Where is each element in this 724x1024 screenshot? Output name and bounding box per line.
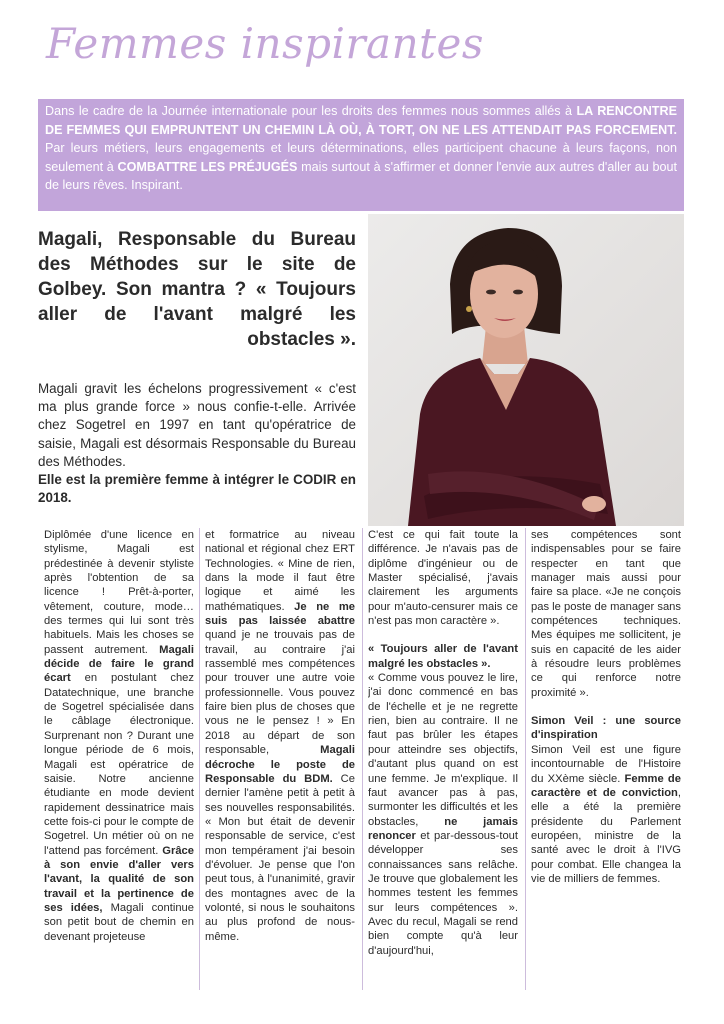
column-divider (362, 528, 363, 990)
lead-bold-statement: Elle est la première femme à intégrer le CODIR en 2018. (38, 472, 356, 506)
intro-banner (38, 99, 684, 211)
lead-text: Magali gravit les échelons progressivement « c'est ma plus grande force » nous confie-t-elle. Arrivée chez Sogetrel en 1997 en tant qu'opératrice de saisie, Magali est désormais Responsable du Bureau des Méthodes. (38, 381, 356, 469)
article-headline: Magali, Responsable du Bureau des Méthodes sur le site de Golbey. Son mantra ? « Toujours aller de l'avant malgré les obstacles ». (38, 229, 356, 350)
body-text: quand je ne trouvais pas de travail, au contraire j'ai rassemblé mes compétences pour trouver une autre voie professionnelle. Vous pouvez faire bien plus de choses que vous ne le pensez ! » En 2018 au départ de son responsable, (205, 629, 355, 757)
column-divider (199, 528, 200, 990)
body-text: et par-dessous-tout développer ses connaissances sans relâche. Je trouve que globalement les hommes testent les femmes sur leurs compétences ». Avec du recul, Magali se rend bien compte qu'à leur d'aujourd'hui, (368, 829, 518, 957)
body-text: Par leurs métiers, leurs engagements et leurs déterminations, elles participent chacune à leurs façons, non seulement à (45, 141, 677, 174)
body-text: ses compétences sont indispensables pour se faire respecter en tant que manager mais aussi pour faire sa place. «Je ne conçois pas le poste de manager sans compétences techniques. Mes équipes me sollicitent, je suis en capacité de les aider à résoudre leurs problèmes ce qui renforce notre proximité ». (531, 529, 681, 699)
body-text: « Comme vous pouvez le lire, j'ai donc commencé en bas de l'échelle et je ne regrette rien, bien au contraire. Il ne faut pas brûler les étapes pour atteindre ses objectifs, d'autant plus quand on est une femme. Je m'explique. Il faut avancer pas à pas, surmonter les difficultés et les obstacles, (368, 672, 518, 828)
body-text: mais surtout à s'affirmer et donner l'envie aux autres d'aller au bout de leurs rêves. Inspirant. (45, 159, 678, 193)
emphasis-text: Grâce à son envie d'aller vers l'avant, la qualité de son travail et la pertinence de ses idées, (44, 844, 194, 914)
body-text: et formatrice au niveau national et régional chez ERT Technologies. « Mine de rien, dans la mode il faut être logique et aimé les mathématiques. (205, 529, 355, 613)
portrait-illustration (368, 214, 684, 526)
body-text: en postulant chez Datatechnique, une branche de Sogetrel spécialisée dans le câblage électronique. Surprenant non ? Durant une longue période de 6 mois, Magali est opératrice de saisie. Notre ancienne étudiante en mode devient rapidement dessinatrice mais cette fois-ci pour le compte de Sogetrel. Un métier où on ne l'attend pas forcément. (44, 672, 194, 857)
lead-paragraph (38, 380, 356, 507)
article-column-4 (531, 528, 681, 988)
body-text: C'est ce qui fait toute la différence. Je n'avais pas de diplôme d'ingénieur ou de Master spécialisé, j'avais clairement les arguments pour m'auto-censurer mais ce n'est pas mon caractère ». (368, 529, 518, 628)
article-column-2 (205, 528, 355, 988)
emphasis-text: ne jamais renoncer (368, 815, 518, 842)
body-text: Diplômée d'une licence en stylisme, Magali est prédestinée à devenir styliste après l'obtention de sa licence ! Prêt-à-porter, vêtement, couture, mode… des termes qui lui sont très habituels. Mais les choses se passent autrement. (44, 529, 194, 656)
body-text: Ce dernier l'amène petit à petit à ses nouvelles responsabilités. « Mon but était de devenir responsable de service, c'est mon tempérament j'ai besoin d'évoluer. Je pense que l'on peut tous, à l'unanimité, gravir des montagnes avec de la volonté, si nous le souhaitons au plus profond de nous-même. (205, 772, 355, 943)
article-column-1 (44, 528, 194, 988)
body-text: , elle a été la première présidente du Parlement européen, ministre de la santé avec le droit à l'IVG pour combat. Elle changea la vie de milliers de femmes. (531, 786, 681, 885)
emphasis-text: Je ne me suis pas laissée abattre (205, 600, 355, 628)
body-text: Dans le cadre de la Journée internationale pour les droits des femmes nous sommes allés à (45, 104, 577, 118)
subheading: « Toujours aller de l'avant malgré les obstacles ». (368, 643, 518, 670)
article-column-3 (368, 528, 518, 988)
emphasis-text: Magali décroche le poste de Responsable du BDM. (205, 744, 355, 785)
emphasis-text: LA RENCONTRE DE FEMMES QUI EMPRUNTENT UN CHEMIN LÀ OÙ, À TORT, ON NE LES ATTENDAIT PAS FORCEMENT. (45, 104, 677, 137)
emphasis-text: Femme de caractère et de conviction (531, 772, 681, 799)
emphasis-text: Magali décide de faire le grand écart (44, 643, 194, 685)
page-title: Femmes inspirantes (46, 19, 484, 68)
body-text: Simon Veil est une figure incontournable de l'Histoire du XXème siècle. (531, 743, 681, 785)
subheading: Simon Veil : une source d'inspiration (531, 715, 681, 742)
column-divider (525, 528, 526, 990)
body-text: Magali continue son petit bout de chemin en devenant projeteuse (44, 901, 194, 943)
emphasis-text: COMBATTRE LES PRÉJUGÉS (117, 159, 298, 174)
portrait-photo (368, 214, 684, 526)
